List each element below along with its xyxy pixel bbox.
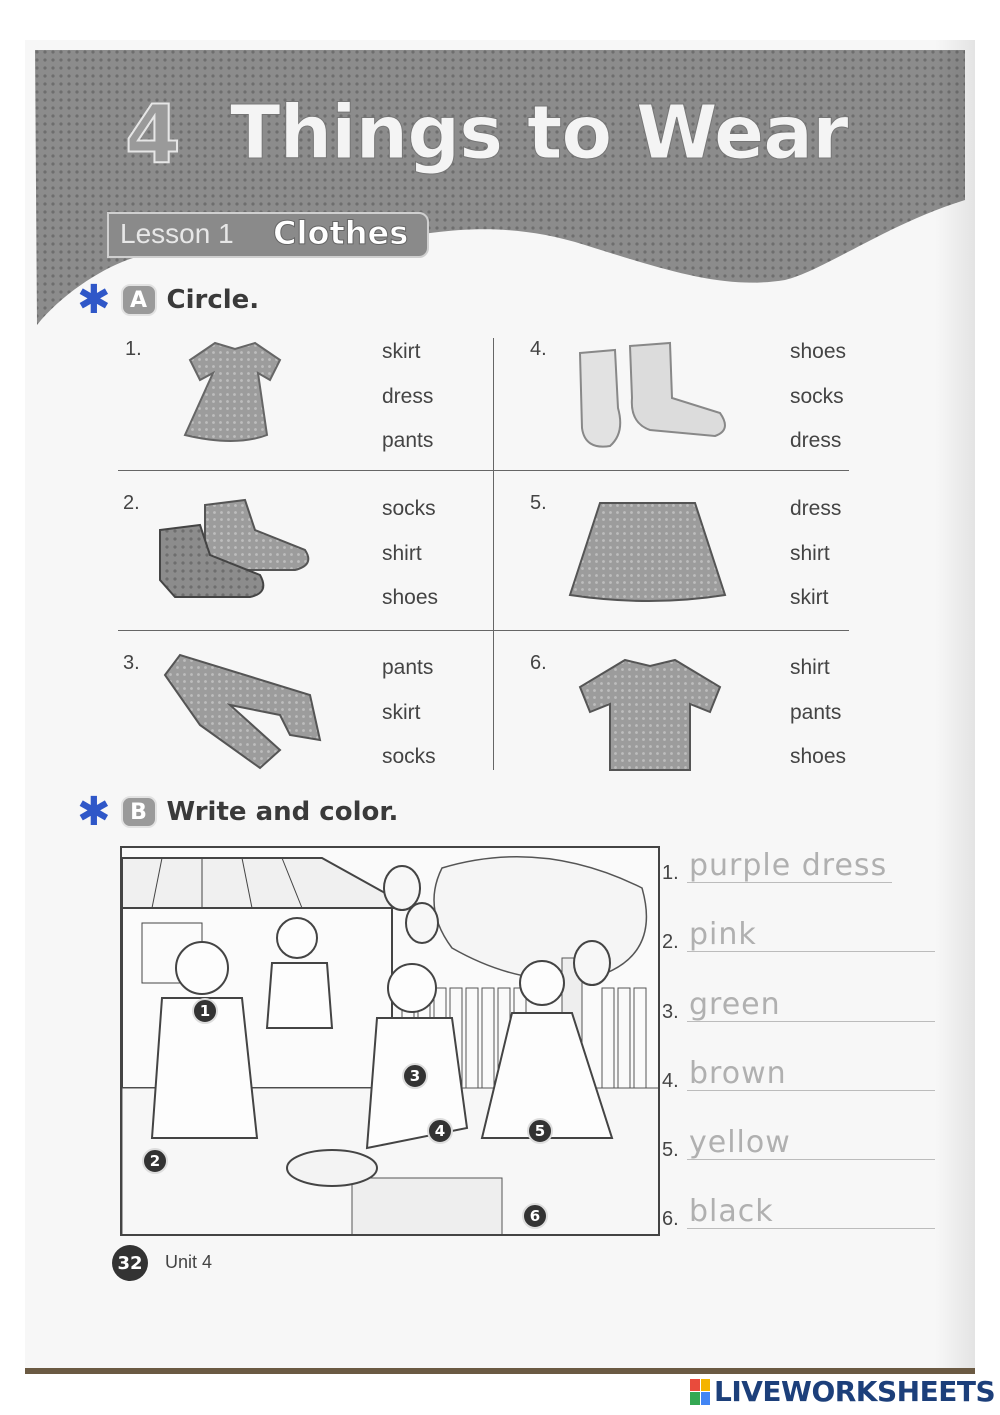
answer-number: 2. xyxy=(662,931,679,953)
item-number: 3. xyxy=(123,652,140,674)
party-scene-illustration xyxy=(120,846,660,1236)
choice-option[interactable]: skirt xyxy=(382,701,421,724)
scene-marker: 3 xyxy=(402,1063,428,1089)
answer-field[interactable]: purple dress xyxy=(689,848,888,883)
scene-marker: 4 xyxy=(427,1118,453,1144)
section-a-title: Circle. xyxy=(166,285,260,315)
choice-option[interactable]: shoes xyxy=(790,745,847,768)
choice-option[interactable]: skirt xyxy=(790,586,829,609)
choice-option[interactable]: dress xyxy=(382,385,434,408)
answer-field[interactable]: pink xyxy=(689,917,757,952)
choice-option[interactable]: dress xyxy=(790,429,842,452)
choice-option[interactable]: pants xyxy=(790,701,842,724)
writing-line xyxy=(687,1159,935,1160)
pants-icon xyxy=(160,650,330,775)
section-a-heading xyxy=(77,277,260,323)
socks-icon xyxy=(570,338,735,453)
choice-option[interactable]: socks xyxy=(382,745,436,768)
worksheet-page xyxy=(25,40,975,1372)
grid-vertical-divider xyxy=(493,338,494,770)
star-icon: ✱ xyxy=(77,277,111,323)
scene-marker: 5 xyxy=(527,1118,553,1144)
answer-field[interactable]: green xyxy=(689,987,781,1022)
writing-line xyxy=(687,1090,935,1091)
unit-title: Things to Wear xyxy=(230,90,848,176)
answer-number: 5. xyxy=(662,1139,679,1161)
writing-line xyxy=(687,951,935,952)
page-bottom-edge xyxy=(25,1368,975,1374)
unit-number: 4 xyxy=(125,88,181,181)
choice-option[interactable]: shirt xyxy=(790,656,830,679)
grid-row-divider xyxy=(118,470,849,471)
answer-field[interactable]: black xyxy=(689,1194,774,1229)
answer-number: 1. xyxy=(662,862,679,884)
dress-icon xyxy=(175,335,295,450)
choice-option[interactable]: socks xyxy=(382,497,436,520)
scene-marker: 6 xyxy=(522,1203,548,1229)
scene-marker: 2 xyxy=(142,1148,168,1174)
liveworksheets-brand xyxy=(690,1375,995,1408)
party-scene-drawing xyxy=(122,848,660,1236)
answer-field[interactable]: brown xyxy=(689,1056,787,1091)
item-number: 5. xyxy=(530,492,547,514)
section-b-title: Write and color. xyxy=(166,797,399,827)
choice-option[interactable]: shoes xyxy=(790,340,847,363)
item-number: 1. xyxy=(125,338,142,360)
scene-marker: 1 xyxy=(192,998,218,1024)
choice-option[interactable]: skirt xyxy=(382,340,421,363)
choice-option[interactable]: pants xyxy=(382,429,434,452)
shoes-icon xyxy=(155,495,325,610)
item-number: 6. xyxy=(530,652,547,674)
writing-line xyxy=(687,882,892,883)
choice-option[interactable]: shoes xyxy=(382,586,439,609)
item-number: 4. xyxy=(530,338,547,360)
section-a-badge: A xyxy=(121,284,157,316)
page-edge-shadow xyxy=(935,40,975,1372)
lesson-name: Clothes xyxy=(273,214,409,252)
section-b-heading xyxy=(77,789,399,835)
answer-number: 3. xyxy=(662,1001,679,1023)
brand-name: LIVEWORKSHEETS xyxy=(714,1375,996,1408)
answer-number: 4. xyxy=(662,1070,679,1092)
choice-option[interactable]: dress xyxy=(790,497,842,520)
section-b-badge: B xyxy=(121,796,157,828)
item-number: 2. xyxy=(123,492,140,514)
writing-line xyxy=(687,1021,935,1022)
liveworksheets-logo-icon xyxy=(690,1379,710,1405)
choice-option[interactable]: shirt xyxy=(790,542,830,565)
grid-row-divider xyxy=(118,630,849,631)
choice-option[interactable]: pants xyxy=(382,656,434,679)
unit-footer-label: Unit 4 xyxy=(165,1252,213,1272)
answer-number: 6. xyxy=(662,1208,679,1230)
choice-option[interactable]: socks xyxy=(790,385,844,408)
answer-field[interactable]: yellow xyxy=(689,1125,791,1160)
choice-option[interactable]: shirt xyxy=(382,542,422,565)
shirt-icon xyxy=(570,652,730,777)
page-number-badge: 32 xyxy=(112,1245,148,1281)
writing-line xyxy=(687,1228,935,1229)
star-icon: ✱ xyxy=(77,789,111,835)
skirt-icon xyxy=(565,495,730,605)
lesson-label: Lesson 1 xyxy=(120,218,234,249)
